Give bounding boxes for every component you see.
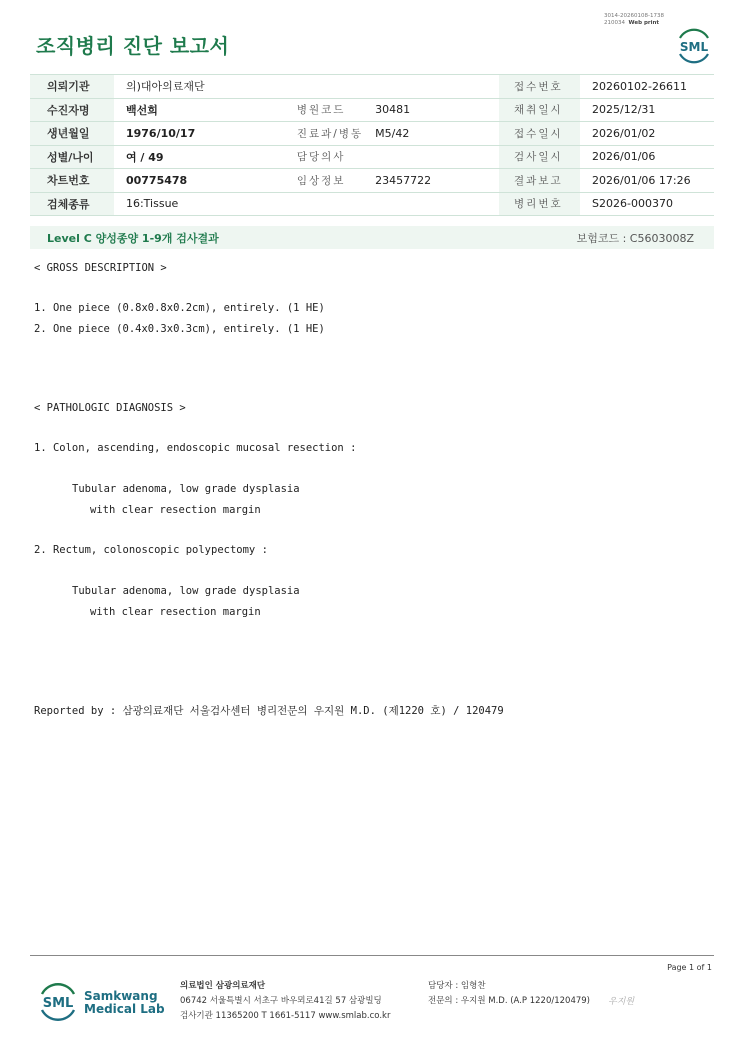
info-value: 00775478 [114,169,283,193]
info-value: 16:Tissue [114,192,283,216]
info-row [30,75,714,99]
info-value: 23457722 [363,169,499,193]
info-value: 2026/01/06 17:26 [580,169,714,193]
patient-info-table [30,74,714,216]
gross-item-2: 2. One piece (0.4x0.3x0.3cm), entirely. (1 HE) [34,323,325,335]
info-value: 20260102-26611 [580,75,714,99]
footer-address: 06742 서울특별시 서초구 바우뫼로41길 57 삼광빌딩 [180,996,382,1006]
info-label: 검사일시 [499,145,580,169]
report-title: 조직병리 진단 보고서 [36,34,230,58]
test-level-bar [30,226,714,249]
gross-heading: < GROSS DESCRIPTION > [34,262,167,274]
report-code-line1: 3014-20260108-1738 [604,13,664,19]
sml-footer-logo-text: SML [42,996,74,1011]
info-value: 2025/12/31 [580,98,714,122]
footer-divider [30,955,714,956]
info-label: 병리번호 [499,192,580,216]
info-label: 검체종류 [30,192,114,216]
info-value: 2026/01/06 [580,145,714,169]
gross-item-1: 1. One piece (0.8x0.8x0.2cm), entirely. (1 HE) [34,302,325,314]
info-value: M5/42 [363,122,499,146]
info-row [30,145,714,169]
signature: 우지원 [608,997,635,1007]
info-label: 채취일시 [499,98,580,122]
info-label: 접수일시 [499,122,580,146]
diagnosis-1-line2: with clear resection margin [90,504,261,516]
info-label: 생년월일 [30,122,114,146]
info-value: 의)대아의료재단 [114,75,283,99]
diagnosis-2-line1: Tubular adenoma, low grade dysplasia [72,585,300,597]
diagnosis-1-title: 1. Colon, ascending, endoscopic mucosal resection : [34,442,357,454]
reported-by: Reported by : 삼광의료재단 서울검사센터 병리전문의 우지원 M.D. (제1220 호) / 120479 [34,705,504,717]
sml-footer-logo-icon [36,980,80,1024]
info-value [363,145,499,169]
footer-org: 의료법인 삼광의료재단 [180,981,266,991]
diagnosis-1-line1: Tubular adenoma, low grade dysplasia [72,483,300,495]
info-value: 2026/01/02 [580,122,714,146]
sml-logo-text: SML [679,40,709,54]
info-label: 진료과/병동 [283,122,363,146]
web-print-label: Web print [628,20,660,26]
info-label: 임상정보 [283,169,363,193]
info-label [283,75,363,99]
brand-line2: Medical Lab [84,1002,165,1016]
report-code [604,13,664,27]
info-value: 여 / 49 [114,145,283,169]
info-label: 접수번호 [499,75,580,99]
info-label [283,192,363,216]
footer-specialist: 전문의 : 우지원 M.D. (A.P 1220/120479) [428,996,590,1006]
info-row [30,122,714,146]
brand-name [84,990,165,1016]
footer-staff-block [428,979,590,1009]
test-level-label: Level C 양성종양 1-9개 검사결과 [47,232,219,245]
footer-org-block [180,979,390,1024]
diagnosis-heading: < PATHOLOGIC DIAGNOSIS > [34,402,186,414]
info-value: 1976/10/17 [114,122,283,146]
info-label: 의뢰기관 [30,75,114,99]
info-value [363,75,499,99]
info-row [30,98,714,122]
insurance-code: 보험코드 : C5603008Z [576,232,694,245]
info-row [30,169,714,193]
info-row [30,192,714,216]
info-label: 결과보고 [499,169,580,193]
info-label: 성별/나이 [30,145,114,169]
info-label: 병원코드 [283,98,363,122]
info-value: S2026-000370 [580,192,714,216]
info-value [363,192,499,216]
info-label: 차트번호 [30,169,114,193]
diagnosis-2-title: 2. Rectum, colonoscopic polypectomy : [34,544,268,556]
info-label: 수진자명 [30,98,114,122]
sml-logo-icon [674,26,714,66]
footer-manager: 담당자 : 임형찬 [428,981,486,991]
diagnosis-2-line2: with clear resection margin [90,606,261,618]
info-value: 백선희 [114,98,283,122]
page-number: Page 1 of 1 [667,963,712,972]
footer-contact: 검사기관 11365200 T 1661-5117 www.smlab.co.kr [180,1011,391,1021]
info-label: 담당의사 [283,145,363,169]
report-code-line2: 210034 [604,20,625,26]
brand-line1: Samkwang [84,989,158,1003]
info-value: 30481 [363,98,499,122]
